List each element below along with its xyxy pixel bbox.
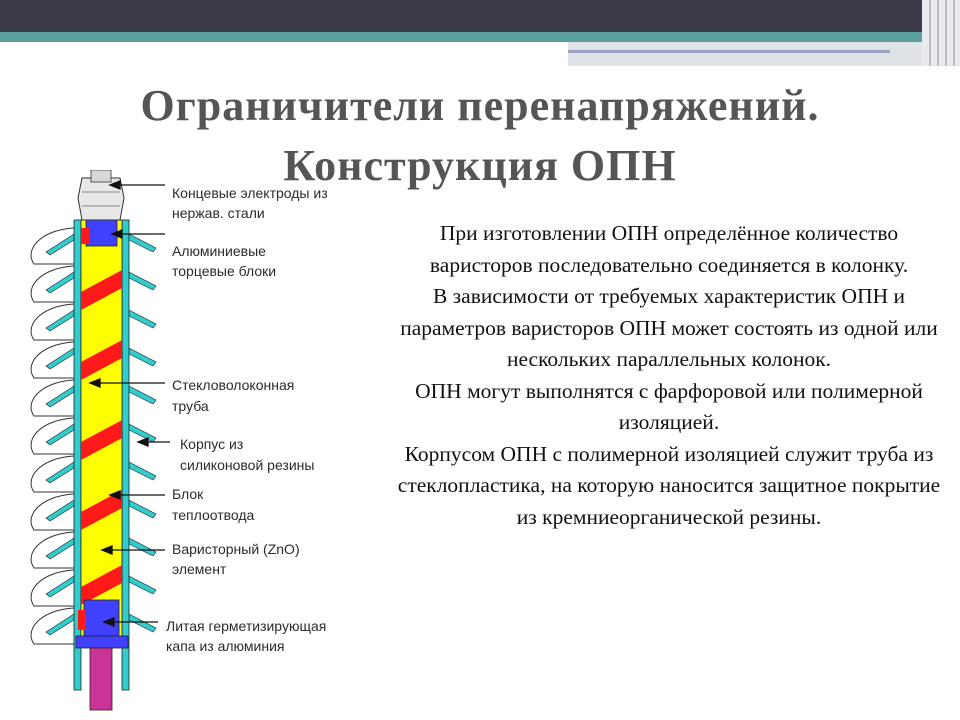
label-heat-block-1: Блок (172, 486, 204, 502)
shed-fin-left (46, 462, 74, 483)
top-aluminum-block (86, 220, 117, 246)
label-cast-cap-1: Литая герметизирующая (166, 618, 327, 634)
silicone-shed-outline (31, 532, 74, 568)
label-cast-cap-2: капа из алюминия (166, 638, 285, 654)
body-text (386, 218, 952, 533)
paragraph-2: В зависимости от требуемых характеристик ОПН и параметров варисторов ОПН может состоять из одной или нескольких параллельных колонок. (400, 284, 938, 371)
label-end-electrodes-2: нержав. стали (172, 205, 265, 221)
shed-fin-left (46, 538, 74, 559)
silicone-shed-outline (31, 456, 74, 492)
shed-fin-right (129, 272, 156, 290)
silicone-shed-outline (31, 570, 74, 606)
shed-fin-left (46, 234, 74, 255)
shed-fin-right (129, 614, 156, 632)
corner-decoration (922, 0, 960, 66)
label-varistor-2: элемент (172, 561, 227, 577)
shed-fin-right (129, 576, 156, 594)
shed-fin-left (46, 500, 74, 521)
label-aluminum-blocks-2: торцевые блоки (172, 263, 277, 279)
header-accent-panel (568, 42, 960, 66)
header-accent-stripe (0, 32, 960, 42)
silicone-shed-outline (31, 266, 74, 302)
paragraph-3: ОПН могут выполнятся с фарфоровой или полимерной изоляцией. (415, 378, 923, 434)
paragraph-4: Корпусом ОПН с полимерной изоляцией служит труба из стеклопластика, на которую наносится защитное покрытие из кремниеорганической резины. (397, 441, 941, 529)
top-red-block (81, 228, 89, 244)
label-aluminum-blocks-1: Алюминиевые (172, 243, 266, 259)
shed-fin-left (46, 348, 74, 369)
bottom-cap (76, 636, 128, 648)
header-accent-line (568, 50, 890, 53)
shed-fin-right (129, 538, 156, 556)
header-bar (0, 0, 960, 32)
silicone-shed-outline (31, 418, 74, 454)
bottom-electrode-rod (90, 648, 112, 710)
shed-fin-right (129, 234, 156, 252)
shed-fin-right (129, 348, 156, 366)
shed-fin-left (46, 614, 74, 635)
shed-fin-left (46, 310, 74, 331)
label-fiberglass-tube-2: труба (172, 398, 209, 414)
silicone-shed-outline (31, 228, 74, 264)
shed-fin-right (129, 386, 156, 404)
label-fiberglass-tube-1: Стекловолоконная (172, 377, 295, 393)
label-silicone-housing-2: силиконовой резины (180, 457, 315, 473)
slide-title-line1: Ограничители перенапряжений. (140, 81, 820, 130)
label-heat-block-2: теплоотвода (172, 507, 255, 523)
silicone-shed-outline (31, 380, 74, 416)
shed-fin-right (129, 462, 156, 480)
bottom-red-block (78, 610, 86, 630)
shed-fin-right (129, 500, 156, 518)
shed-fin-left (46, 272, 74, 293)
opn-construction-diagram (20, 170, 380, 715)
shed-fin-left (46, 576, 74, 597)
label-varistor-1: Варисторный (ZnO) (172, 541, 300, 557)
shed-fin-right (129, 424, 156, 442)
label-silicone-housing-1: Корпус из (180, 436, 244, 452)
slide-title-line2: Конструкция ОПН (283, 141, 677, 190)
silicone-shed-outline (31, 494, 74, 530)
silicone-shed-outline (31, 304, 74, 340)
housing-wall-right (122, 220, 129, 690)
paragraph-1: При изготовлении ОПН определённое количество варисторов последовательно соединяется в колонку. (429, 221, 909, 277)
silicone-shed-outline (31, 608, 74, 644)
shed-fin-right (129, 310, 156, 328)
label-end-electrodes-1: Концевые электроды из (172, 185, 328, 201)
shed-fin-left (46, 386, 74, 407)
silicone-shed-outline (31, 342, 74, 378)
shed-fin-left (46, 424, 74, 445)
top-electrode-stud (91, 170, 111, 182)
